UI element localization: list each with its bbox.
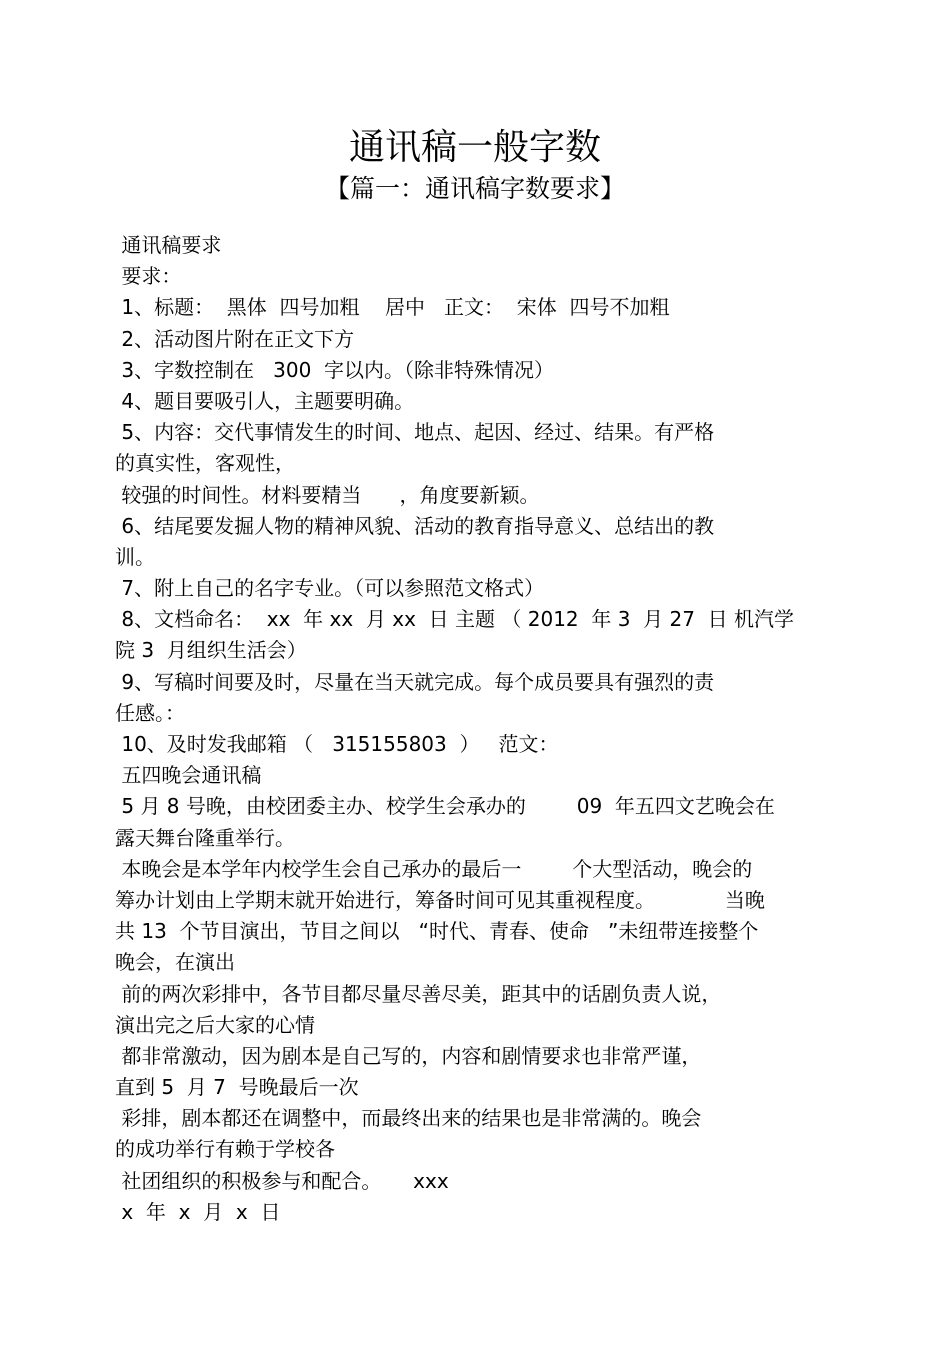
body-text-line: 的成功举行有赖于学校各: [115, 1137, 335, 1162]
body-text-line: 露天舞台隆重举行。: [115, 825, 295, 850]
body-text-line: 9、写稿时间要及时，尽量在当天就完成。每个成员要具有强烈的责: [115, 669, 715, 694]
body-text-line: 直到 5 月 7 号晚最后一次: [115, 1075, 359, 1100]
body-text-line: 都非常激动，因为剧本是自己写的，内容和剧情要求也非常严谨，: [115, 1043, 702, 1068]
body-text-line: 的真实性，客观性，: [115, 451, 295, 476]
body-text-line: 筹办计划由上学期末就开始进行，筹备时间可见其重视程度。 当晚: [115, 887, 765, 912]
body-text-line: 5、内容：交代事情发生的时间、地点、起因、经过、结果。有严格: [115, 420, 715, 445]
body-text-line: 3、字数控制在 300 字以内。（除非特殊情况）: [115, 357, 555, 382]
body-text-line: 本晚会是本学年内校学生会自己承办的最后一 个大型活动，晚会的: [115, 856, 753, 881]
body-text-line: 彩排，剧本都还在调整中，而最终出来的结果也是非常满的。晚会: [115, 1106, 702, 1131]
body-text-line: 7、附上自己的名字专业。（可以参照范文格式）: [115, 576, 545, 601]
body-text-line: 通讯稿要求: [115, 233, 222, 257]
body-text-line: 8、文档命名： xx 年 xx 月 xx 日 主题 （ 2012 年 3 月 27 日 机汽学: [115, 607, 795, 632]
body-text-line: 5 月 8 号晚，由校团委主办、校学生会承办的 09 年五四文艺晚会在: [115, 794, 775, 819]
body-text-line: 训。: [115, 544, 155, 569]
body-text-line: 6、结尾要发掘人物的精神风貌、活动的教育指导意义、总结出的教: [115, 513, 715, 538]
body-text-line: 晚会，在演出: [115, 950, 235, 975]
body-text-line: 共 13 个节目演出，节目之间以 “时代、青春、使命 ”未纽带连接整个: [115, 919, 759, 944]
body-text-line: 10、及时发我邮箱 （ 315155803 ） 范文：: [115, 732, 559, 756]
body-text-line: 4、题目要吸引人，主题要明确。: [115, 388, 415, 413]
body-text-line: 较强的时间性。材料要精当 ，角度要新颖。: [115, 482, 540, 507]
document-title: 通讯稿一般字数: [348, 127, 601, 168]
body-text-line: 演出完之后大家的心情: [115, 1012, 315, 1037]
body-text-line: 任感。：: [115, 700, 185, 725]
document-subtitle: 【篇一：通讯稿字数要求】: [324, 174, 625, 203]
body-text-line: 1、标题： 黑体 四号加粗 居中 正文： 宋体 四号不加粗: [115, 295, 670, 320]
body-text-line: 2、活动图片附在正文下方: [115, 326, 355, 351]
body-text-line: 要求：: [115, 264, 182, 289]
body-text-line: 社团组织的积极参与和配合。 xxx: [115, 1168, 449, 1193]
body-text-line: 院 3 月组织生活会）: [115, 638, 307, 663]
body-text-line: 五四晚会通讯稿: [115, 763, 262, 788]
body-text-line: x 年 x 月 x 日: [115, 1199, 281, 1224]
document-body: [115, 230, 835, 1228]
body-text-line: 前的两次彩排中，各节目都尽量尽善尽美，距其中的话剧负责人说，: [115, 981, 722, 1006]
